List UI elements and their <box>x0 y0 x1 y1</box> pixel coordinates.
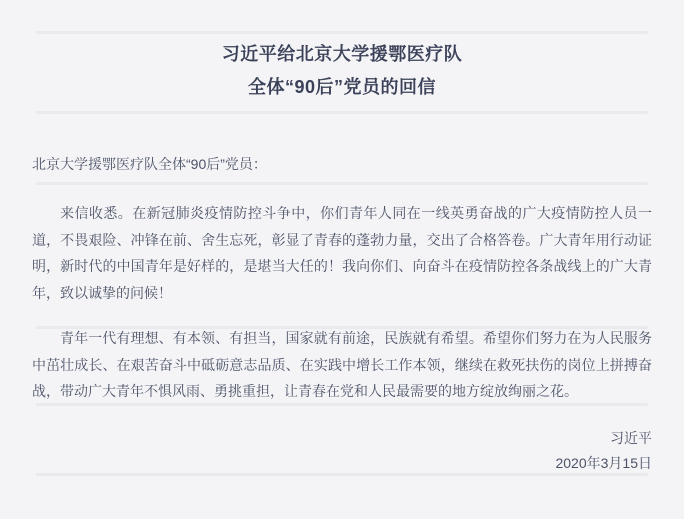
letter-date: 2020年3月15日 <box>555 455 652 471</box>
divider-below-title <box>36 111 648 114</box>
body-paragraph-2: 青年一代有理想、有本领、有担当，国家就有前途，民族就有希望。希望你们努力在为人民服务中茁壮成长、在艰苦奋斗中砥砺意志品质、在实践中增长工作本领，继续在救死扶伤的岗位上拼搏奋战，带动广大青年不惧风雨、勇挑重担，让青春在党和人民最需要的地方绽放绚丽之花。 <box>32 330 652 399</box>
divider-bottom <box>36 473 648 476</box>
letter-title-line2: 全体“90后”党员的回信 <box>247 77 437 97</box>
signature: 习近平 <box>610 430 652 446</box>
divider-below-body <box>36 403 648 406</box>
letter-title <box>0 38 684 104</box>
divider-below-salutation <box>36 182 648 185</box>
salutation: 北京大学援鄂医疗队全体“90后”党员： <box>32 156 267 172</box>
body-paragraph-1: 来信收悉。在新冠肺炎疫情防控斗争中，你们青年人同在一线英勇奋战的广大疫情防控人员一道，不畏艰险、冲锋在前、舍生忘死，彰显了青春的蓬勃力量，交出了合格答卷。广大青年用行动证明，新时代的中国青年是好样的，是堪当大任的！我向你们、向奋斗在疫情防控各条战线上的广大青年，致以诚挚的问候！ <box>32 205 652 301</box>
letter-title-line1: 习近平给北京大学援鄂医疗队 <box>221 44 463 64</box>
divider-top <box>36 31 648 34</box>
